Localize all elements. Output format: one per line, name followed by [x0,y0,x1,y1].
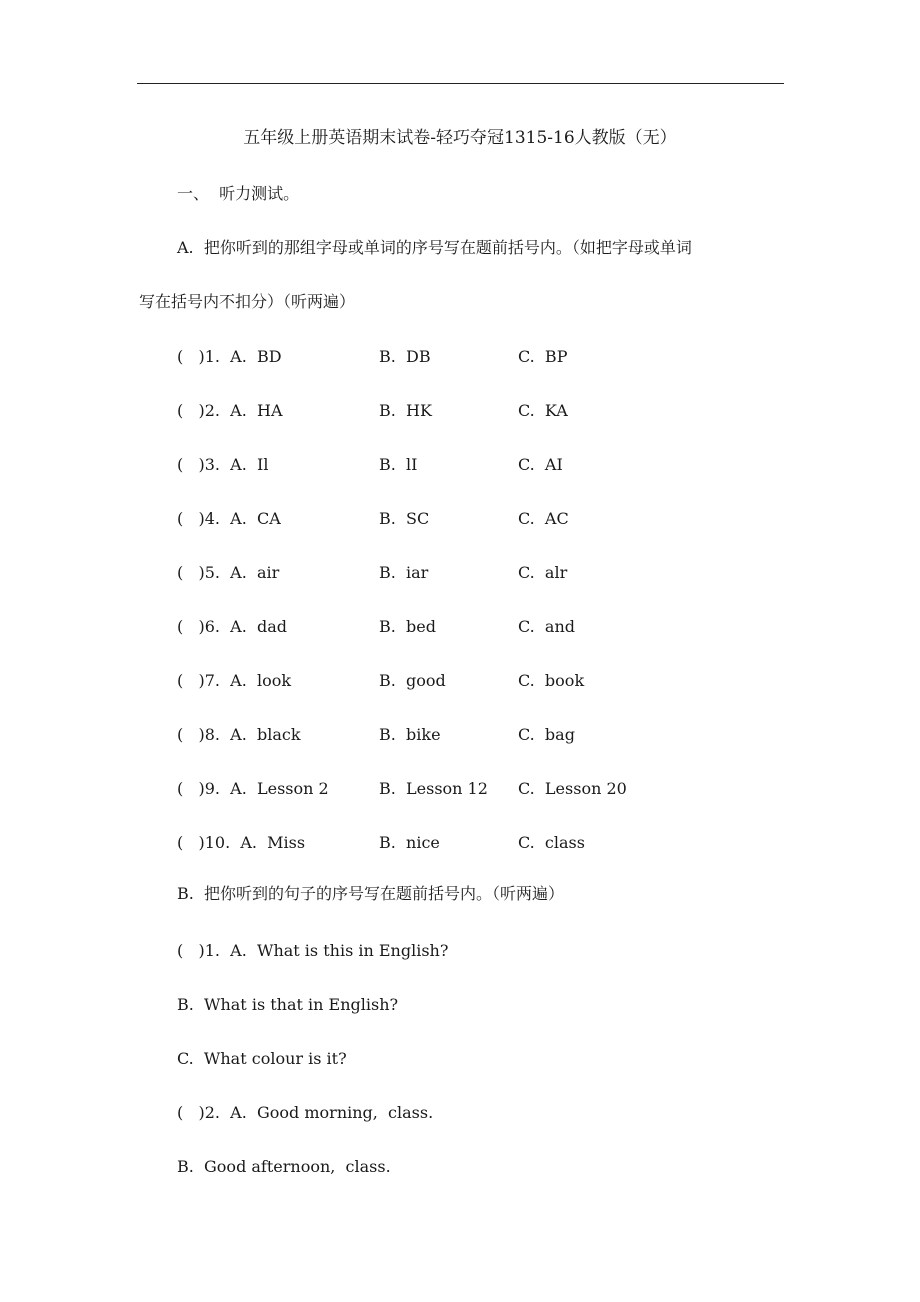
list-item: B. What is that in English? [177,995,399,1014]
list-item: C. What colour is it? [177,1049,347,1068]
question-option-c: C. BP [518,347,568,366]
question-option-c: C. AC [518,509,569,528]
question-option-b: B. good [379,671,446,690]
question-option-c: C. book [518,671,585,690]
header-rule [137,83,784,84]
question-option-c: C. class [518,833,585,852]
question-option-a: ( )1. A. BD [177,347,282,366]
question-option-a: ( )4. A. CA [177,509,281,528]
list-item: ( )1. A. What is this in English? [177,941,449,960]
page-title: 五年级上册英语期末试卷-轻巧夺冠1315-16人教版（无） [243,128,677,148]
question-option-c: C. alr [518,563,568,582]
question-option-b: B. HK [379,401,432,420]
question-option-a: ( )7. A. look [177,671,292,690]
part-b-instruction: B. 把你听到的句子的序号写在题前括号内。（听两遍） [177,884,565,903]
question-option-a: ( )6. A. dad [177,617,288,636]
part-a-instruction-continued: 写在括号内不扣分）（听两遍） [139,292,356,311]
question-option-a: ( )10. A. Miss [177,833,306,852]
question-option-b: B. iar [379,563,429,582]
section-heading: 一、 听力测试。 [177,184,300,203]
question-option-b: B. nice [379,833,440,852]
question-option-b: B. DB [379,347,431,366]
list-item: ( )2. A. Good morning, class. [177,1103,434,1122]
question-option-c: C. Lesson 20 [518,779,627,798]
question-option-a: ( )2. A. HA [177,401,283,420]
question-option-a: ( )5. A. air [177,563,280,582]
question-option-b: B. SC [379,509,430,528]
question-option-b: B. Lesson 12 [379,779,488,798]
question-option-a: ( )9. A. Lesson 2 [177,779,329,798]
question-option-a: ( )3. A. Il [177,455,269,474]
list-item: B. Good afternoon, class. [177,1157,391,1176]
question-option-c: C. KA [518,401,568,420]
question-option-c: C. AI [518,455,563,474]
part-a-instruction: A. 把你听到的那组字母或单词的序号写在题前括号内。（如把字母或单词 [177,238,692,257]
question-option-b: B. lI [379,455,418,474]
question-option-a: ( )8. A. black [177,725,301,744]
question-option-c: C. and [518,617,576,636]
question-option-b: B. bike [379,725,441,744]
question-option-c: C. bag [518,725,575,744]
question-option-b: B. bed [379,617,436,636]
